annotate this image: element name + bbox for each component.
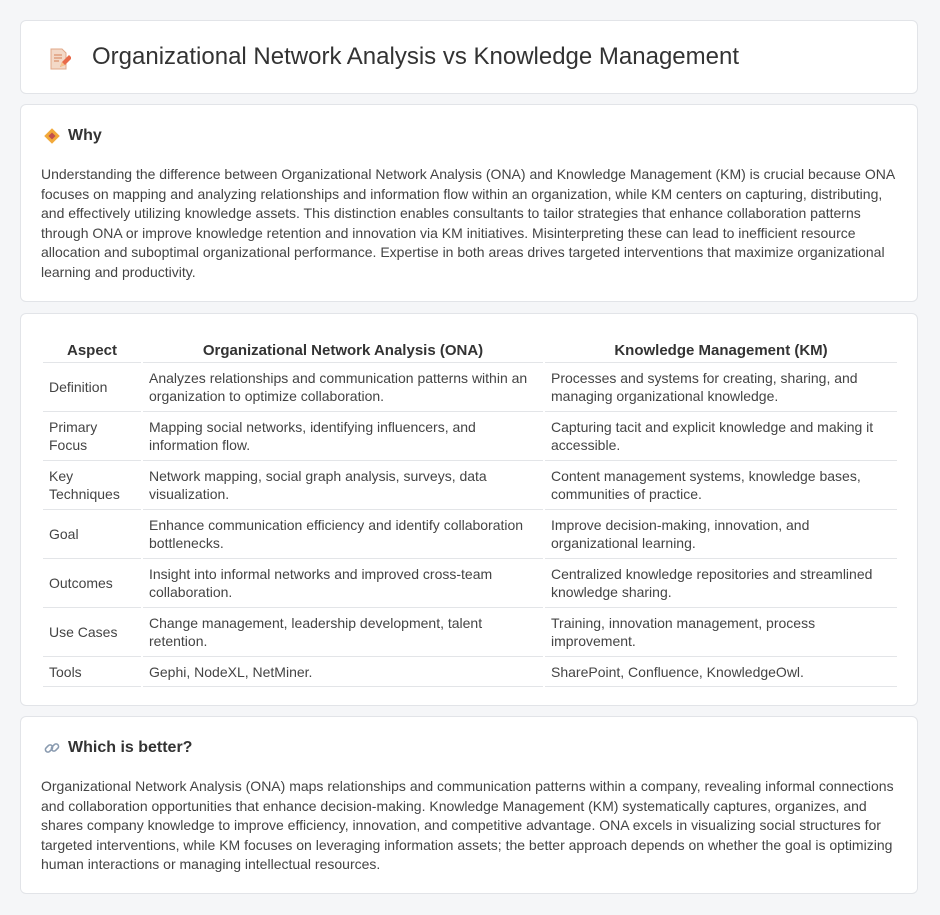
document-pencil-icon bbox=[47, 47, 71, 71]
km-cell: Capturing tacit and explicit knowledge and making it accessible. bbox=[545, 412, 897, 461]
table-row bbox=[43, 510, 897, 559]
table-header-row bbox=[43, 334, 897, 363]
table-row bbox=[43, 412, 897, 461]
ona-cell: Analyzes relationships and communication patterns within an organization to optimize collaboration. bbox=[143, 363, 543, 412]
aspect-cell: Primary Focus bbox=[43, 412, 141, 461]
why-heading: Why bbox=[68, 127, 102, 144]
aspect-cell: Tools bbox=[43, 657, 141, 687]
comparison-table bbox=[41, 334, 899, 687]
km-cell: Training, innovation management, process improvement. bbox=[545, 608, 897, 657]
why-header bbox=[43, 127, 102, 145]
km-cell: Centralized knowledge repositories and streamlined knowledge sharing. bbox=[545, 559, 897, 608]
table-row bbox=[43, 657, 897, 687]
ona-cell: Mapping social networks, identifying influencers, and information flow. bbox=[143, 412, 543, 461]
aspect-cell: Goal bbox=[43, 510, 141, 559]
ona-cell: Network mapping, social graph analysis, surveys, data visualization. bbox=[143, 461, 543, 510]
why-section bbox=[20, 104, 918, 302]
ona-cell: Enhance communication efficiency and identify collaboration bottlenecks. bbox=[143, 510, 543, 559]
aspect-cell: Use Cases bbox=[43, 608, 141, 657]
table-row bbox=[43, 608, 897, 657]
table-row bbox=[43, 559, 897, 608]
header-ona: Organizational Network Analysis (ONA) bbox=[143, 334, 543, 363]
aspect-cell: Definition bbox=[43, 363, 141, 412]
better-text: Organizational Network Analysis (ONA) maps relationships and communication patterns within a company, revealing informal connections and collaboration opportunities that enhance decision-making. Knowledge Management (KM) systematically captures, organizes, and shares company knowledge to improve efficiency, innovation, and competitive advantage. ONA excels in visualizing social structures for targeted interventions, while KM focuses on leveraging information assets; the better approach depends on whether the goal is optimizing human interactions or managing intellectual resources. bbox=[41, 778, 894, 872]
aspect-cell: Key Techniques bbox=[43, 461, 141, 510]
link-icon bbox=[43, 739, 61, 757]
why-text: Understanding the difference between Organizational Network Analysis (ONA) and Knowledge Management (KM) is crucial because ONA focuses on mapping and analyzing relationships and information flow within an organization, while KM centers on capturing, distributing, and effectively utilizing knowledge assets. This distinction enables consultants to tailor strategies that enhance collaboration patterns through ONA or improve knowledge retention and innovation via KM initiatives. Misinterpreting these can lead to inefficient resource allocation and suboptimal organizational performance. Expertise in both areas drives targeted interventions that maximize organizational learning and productivity. bbox=[41, 166, 895, 280]
title-card bbox=[20, 20, 918, 94]
km-cell: Processes and systems for creating, sharing, and managing organizational knowledge. bbox=[545, 363, 897, 412]
km-cell: Improve decision-making, innovation, and organizational learning. bbox=[545, 510, 897, 559]
km-cell: SharePoint, Confluence, KnowledgeOwl. bbox=[545, 657, 897, 687]
ona-cell: Change management, leadership development, talent retention. bbox=[143, 608, 543, 657]
table-row bbox=[43, 363, 897, 412]
table-row bbox=[43, 461, 897, 510]
header-aspect: Aspect bbox=[43, 334, 141, 363]
which-is-better-section bbox=[20, 716, 918, 894]
comparison-section bbox=[20, 313, 918, 706]
km-cell: Content management systems, knowledge bases, communities of practice. bbox=[545, 461, 897, 510]
ona-cell: Insight into informal networks and improved cross-team collaboration. bbox=[143, 559, 543, 608]
aspect-cell: Outcomes bbox=[43, 559, 141, 608]
header-km: Knowledge Management (KM) bbox=[545, 334, 897, 363]
diamond-icon bbox=[43, 127, 61, 145]
better-header bbox=[43, 739, 192, 757]
page-title: Organizational Network Analysis vs Knowledge Management bbox=[92, 43, 740, 70]
ona-cell: Gephi, NodeXL, NetMiner. bbox=[143, 657, 543, 687]
better-heading: Which is better? bbox=[68, 739, 193, 756]
